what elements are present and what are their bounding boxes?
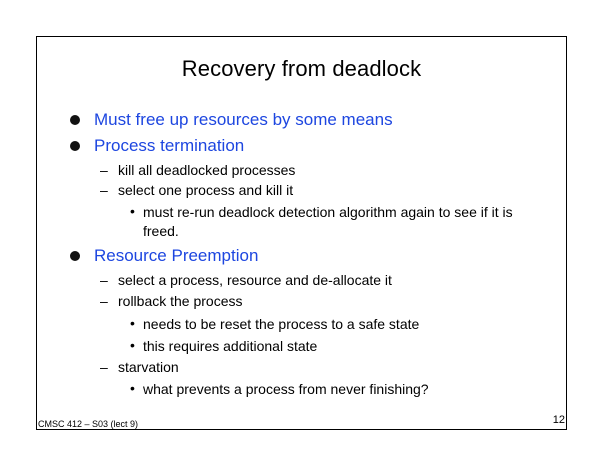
sub-bullet-text: rollback the process <box>118 293 243 309</box>
sub-bullet-text: starvation <box>118 359 179 375</box>
sub-bullet-starvation <box>100 359 179 375</box>
dash-icon: – <box>100 182 108 198</box>
slide-title: Recovery from deadlock <box>181 56 422 81</box>
sub-bullet-kill-all <box>100 162 295 178</box>
bullet-point-icon: • <box>130 203 135 219</box>
dash-icon: – <box>100 272 108 288</box>
bullet-point-icon: • <box>130 337 135 353</box>
sub-sub-bullet-never-finishing <box>130 380 533 399</box>
sub-sub-bullet-text: must re-run deadlock detection algorithm again to see if it is freed. <box>143 204 513 239</box>
bullet-point-icon: • <box>130 380 135 396</box>
dash-icon: – <box>100 293 108 309</box>
bullet-process-termination <box>70 136 244 156</box>
sub-sub-bullet-additional-state <box>130 337 533 356</box>
sub-bullet-rollback <box>100 293 243 309</box>
sub-sub-bullet-text: needs to be reset the process to a safe state <box>143 316 420 332</box>
bullet-resource-preemption <box>70 246 258 266</box>
dash-icon: – <box>100 359 108 375</box>
bullet-dot-icon <box>70 141 80 151</box>
sub-sub-bullet-text: this requires additional state <box>143 338 318 354</box>
sub-bullet-text: select one process and kill it <box>118 182 294 198</box>
sub-bullet-text: select a process, resource and de-allocate it <box>118 272 392 288</box>
bullet-free-resources <box>70 110 393 130</box>
sub-bullet-text: kill all deadlocked processes <box>118 162 296 178</box>
bullet-text: Must free up resources by some means <box>94 110 393 129</box>
sub-sub-bullet-text: what prevents a process from never finishing? <box>143 381 429 397</box>
sub-bullet-select-process <box>100 272 392 288</box>
sub-bullet-select-one <box>100 182 293 198</box>
bullet-text: Resource Preemption <box>94 246 259 265</box>
sub-sub-bullet-reset <box>130 315 533 334</box>
slide-footer: CMSC 412 – S03 (lect 9) <box>38 419 139 429</box>
dash-icon: – <box>100 162 108 178</box>
bullet-text: Process termination <box>94 136 245 155</box>
bullet-dot-icon <box>70 115 80 125</box>
page-number: 12 <box>552 414 565 426</box>
sub-sub-bullet-rerun <box>130 203 533 241</box>
bullet-dot-icon <box>70 251 80 261</box>
bullet-point-icon: • <box>130 315 135 331</box>
